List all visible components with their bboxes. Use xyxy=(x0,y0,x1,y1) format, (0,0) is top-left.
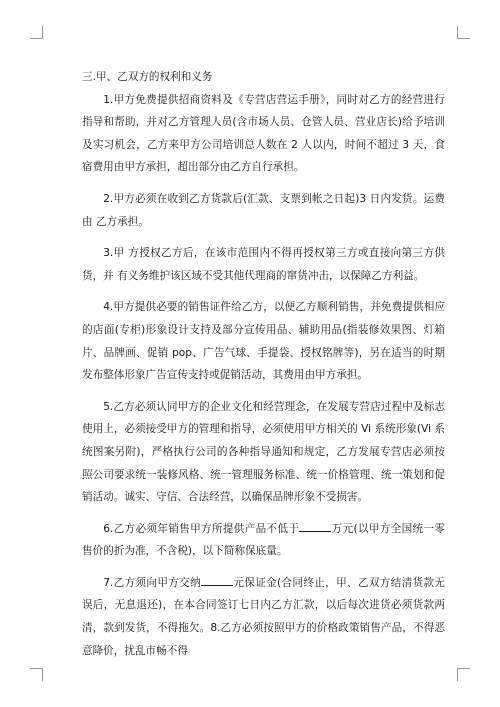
clause-1: 1.甲方免费提供招商资料及《专营店营运手册》，同时对乙方的经营进行指导和帮助，并对乙方管理人员(含市场人员、仓管人员、营业店长)给予培训及实习机会，乙方来甲方公司培训总人数在 2 人以内，时间不超过 3 天，食宿费用由甲方承担，超出部分由乙方自行承担。 xyxy=(82,93,445,174)
section-heading: 三.甲、乙双方的权利和义务 xyxy=(82,71,213,83)
clause-4: 4.甲方提供必要的销售证件给乙方，以便乙方顺利销售，并免费提供相应的店面(专柜)形象设计支持及部分宣传用品、辅助用品(指装修效果图、灯箱片、品牌画、促销 pop、广告气球、手提袋、授权铭牌等)，另在适当的时期发布整体形象广告宣传支持或促销活动，其费用由甲方承担。 xyxy=(82,301,445,382)
clause-2: 2.甲方必须在收到乙方货款后(汇款、支票到帐之日起)3 日内发货。运费由 乙方承担。 xyxy=(82,192,445,228)
crop-mark-bottom-right xyxy=(457,668,470,681)
clause-6-text-before: 6.乙方必须年销售甲方所提供产品不低于 xyxy=(103,522,300,535)
clause-6-text-after: 万元(以甲方全国统一零售价的折为准，不含税)，以下简称保底量。 xyxy=(82,522,445,558)
clause-5: 5.乙方必须认同甲方的企业文化和经营理念，在发展专营店过程中及标志使用上，必须接受甲方的管理和指导，必须使用甲方相关的 Vi 系统形象(Vi 系统图案另附)，严格执行公司的各种指导通知和规定，乙方发展专营店必须按照公司要求统一装修风格、统一管理服务标准、统一价格管理、统一策划和促销活动。诚实、守信、合法经营，以确保品牌形象不受损害。 xyxy=(82,400,445,504)
crop-mark-bottom-left xyxy=(30,668,43,681)
clause-7-text-after: 元保证金(合同终止，甲、乙双方结清货款无误后，无息退还)，在本合同签订七日内乙方汇款，以后每次进货必须货款两清，款到发货，不得拖欠。8.乙方必须按照甲方的价格政策销售产品，不得恶意降价，扰乱市畅不得 xyxy=(82,576,446,657)
annual-sales-blank xyxy=(299,519,331,532)
clause-7 xyxy=(82,572,445,662)
crop-mark-top-right xyxy=(457,26,470,39)
clause-7-text-before: 7.乙方须向甲方交纳 xyxy=(103,576,202,589)
clause-3: 3.甲 方授权乙方后，在该市范围内不得再授权第三方或直接向第三方供货，并 有义务维护该区域不受其他代理商的窜货冲击，以保障乙方利益。 xyxy=(82,247,445,282)
clause-6 xyxy=(82,518,445,563)
document-page xyxy=(82,66,445,671)
crop-mark-top-left xyxy=(30,26,43,39)
deposit-amount-blank xyxy=(201,573,233,586)
